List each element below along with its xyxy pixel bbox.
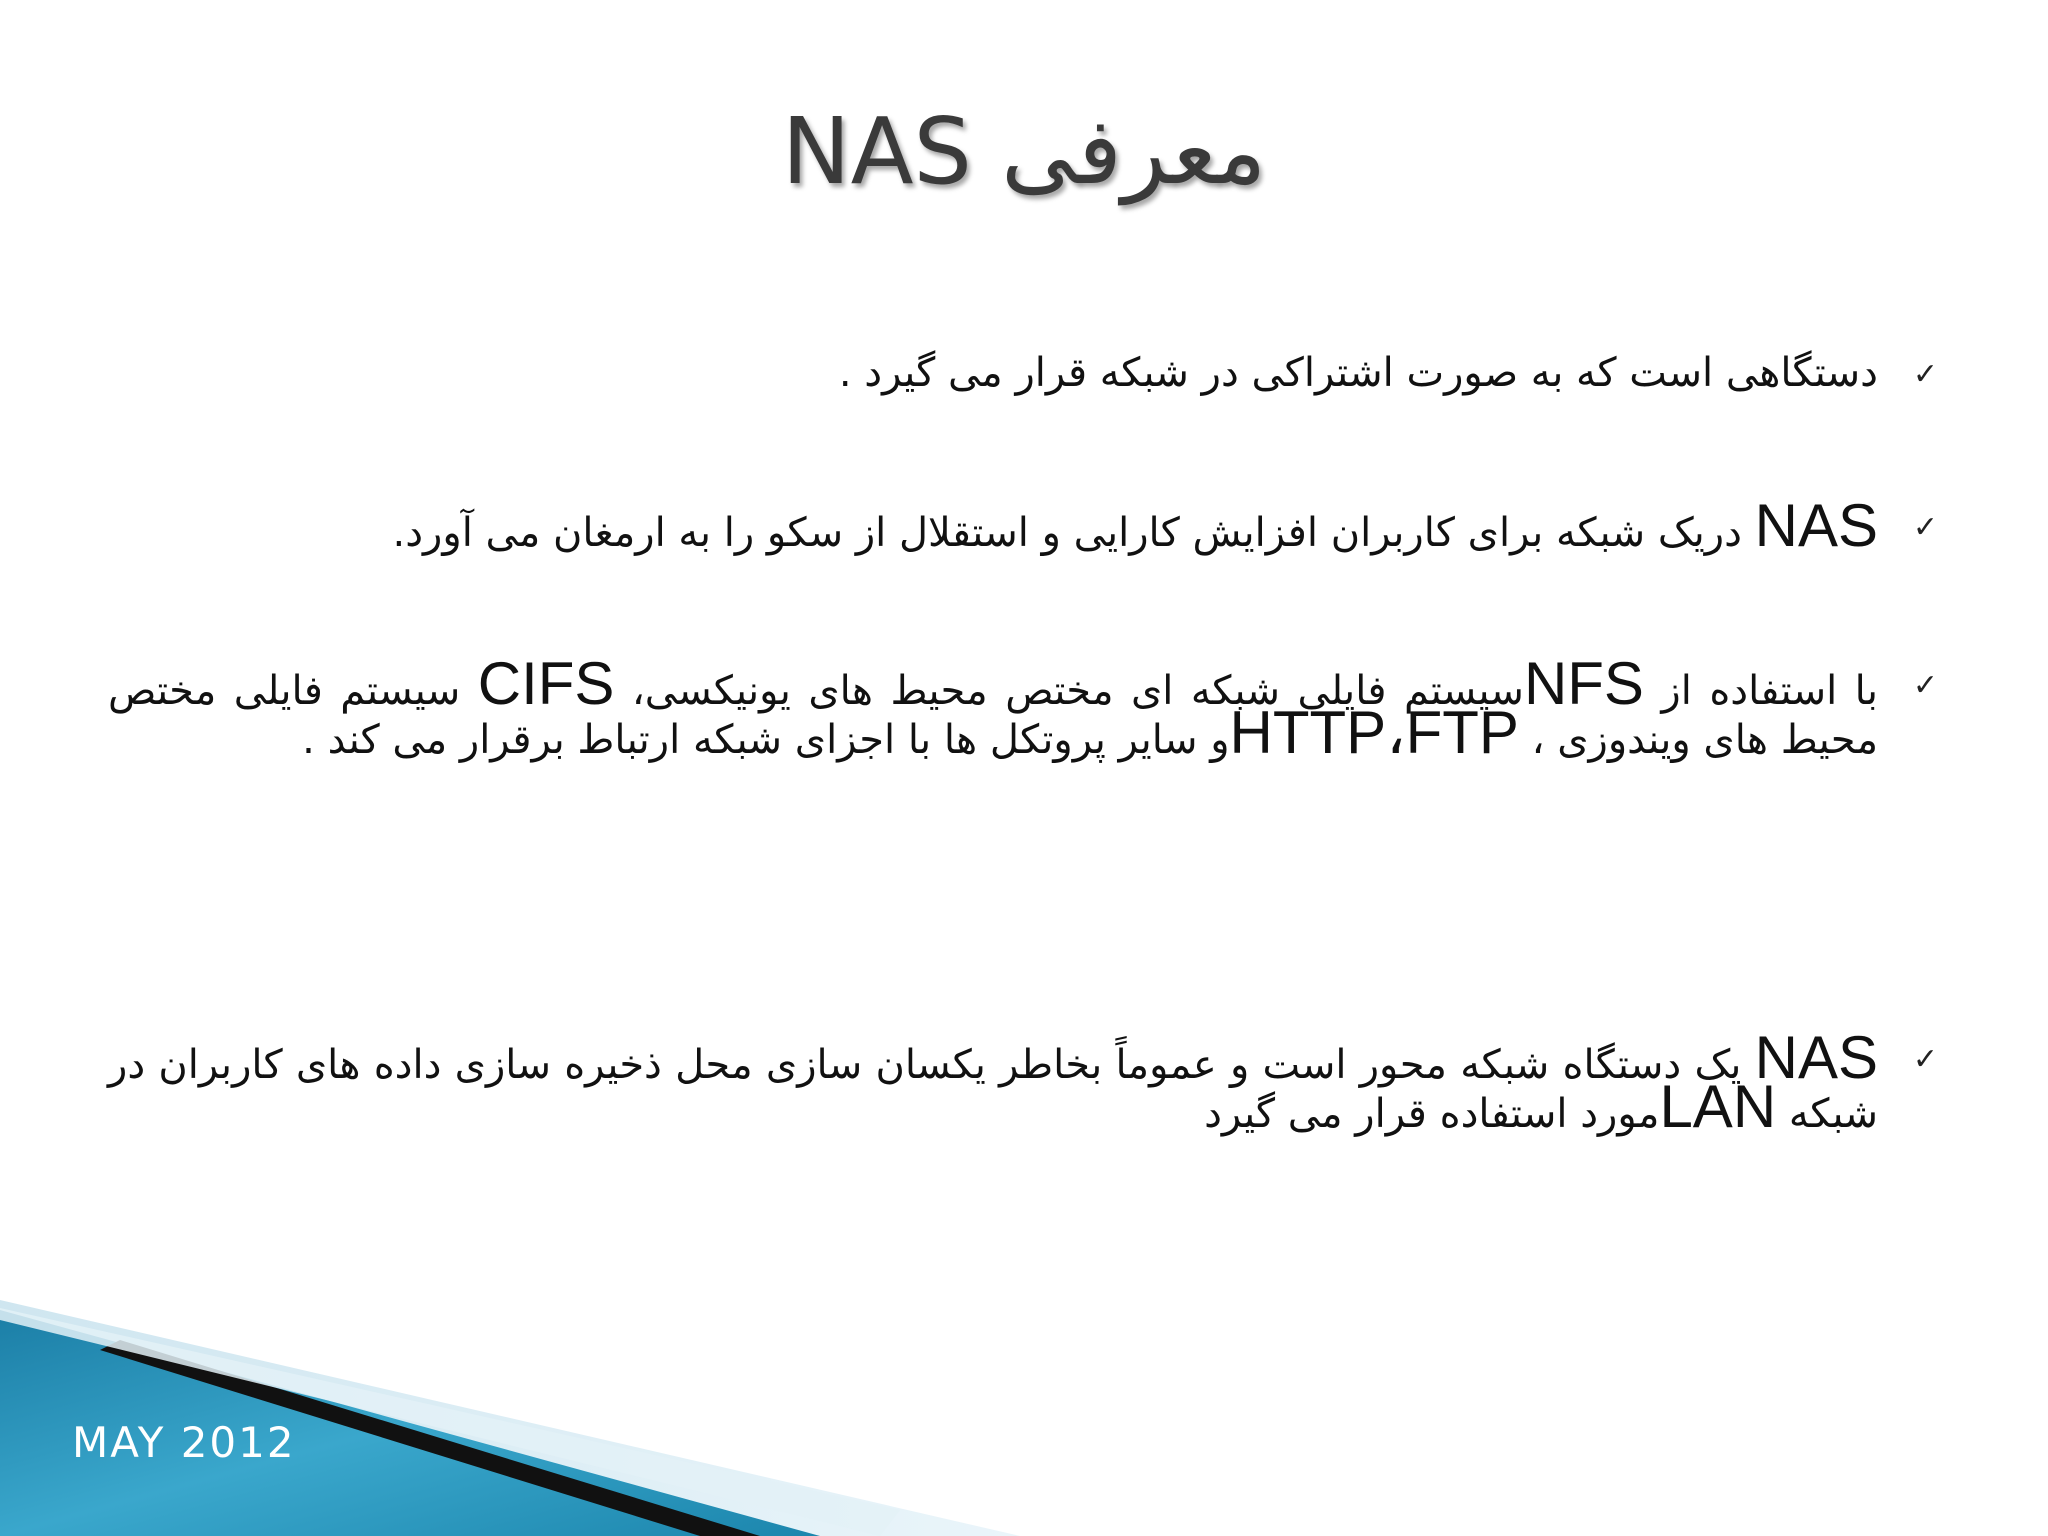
- checkmark-icon: ✓: [1912, 357, 1938, 392]
- bullet-text-1: دستگاهی است که به صورت اشتراکی در شبکه قرار می گیرد .: [838, 350, 1878, 396]
- bullet-item-3: [108, 650, 1938, 766]
- bullet-text-3: [108, 650, 1878, 766]
- bullet-2-body: دریک شبکه برای کاربران افزایش کارایی و استقلال از سکو را به ارمغان می آورد.: [392, 510, 1755, 556]
- bullet-3-term-cifs: CIFS: [477, 650, 615, 717]
- checkmark-icon: ✓: [1912, 510, 1938, 545]
- bullet-text-4: [108, 1024, 1878, 1140]
- bullet-item-1: [738, 352, 1938, 394]
- footer-date: MAY 2012: [72, 1418, 296, 1467]
- footer-decoration: [0, 1280, 2048, 1536]
- checkmark-icon: ✓: [1912, 668, 1938, 703]
- bullet-3-part-2: سیستم فایلی شبکه ای مختص محیط های یونیکسی،: [614, 668, 1524, 714]
- bullet-3-term-nfs: NFS: [1523, 650, 1644, 717]
- bullet-2-term-nas: NAS: [1754, 492, 1878, 559]
- bullet-4-term-nas: NAS: [1754, 1024, 1878, 1091]
- bullet-item-4: [108, 1024, 1938, 1140]
- bullet-3-term-http-ftp: HTTP،FTP: [1229, 699, 1519, 766]
- bullet-item-2: [108, 492, 1938, 559]
- slide-title: معرفی NAS: [781, 98, 1267, 205]
- bullet-3-part-4: و سایر پروتکل ها با اجزای شبکه ارتباط برقرار می کند .: [302, 717, 1230, 763]
- bullet-text-2: [108, 492, 1878, 559]
- bullet-4-term-lan: LAN: [1659, 1073, 1777, 1140]
- bullet-3-part-1: با استفاده از: [1643, 668, 1878, 714]
- bullet-4-part-2: مورد استفاده قرار می گیرد: [1204, 1091, 1660, 1137]
- bullet-3-part-3: سیستم فایلی مختص محیط های ویندوزی ،: [108, 668, 1878, 763]
- bullet-4-part-1: یک دستگاه شبکه محور است و عموماً بخاطر یکسان سازی محل ذخیره سازی داده های کاربران در شبکه: [108, 1042, 1878, 1137]
- checkmark-icon: ✓: [1912, 1042, 1938, 1077]
